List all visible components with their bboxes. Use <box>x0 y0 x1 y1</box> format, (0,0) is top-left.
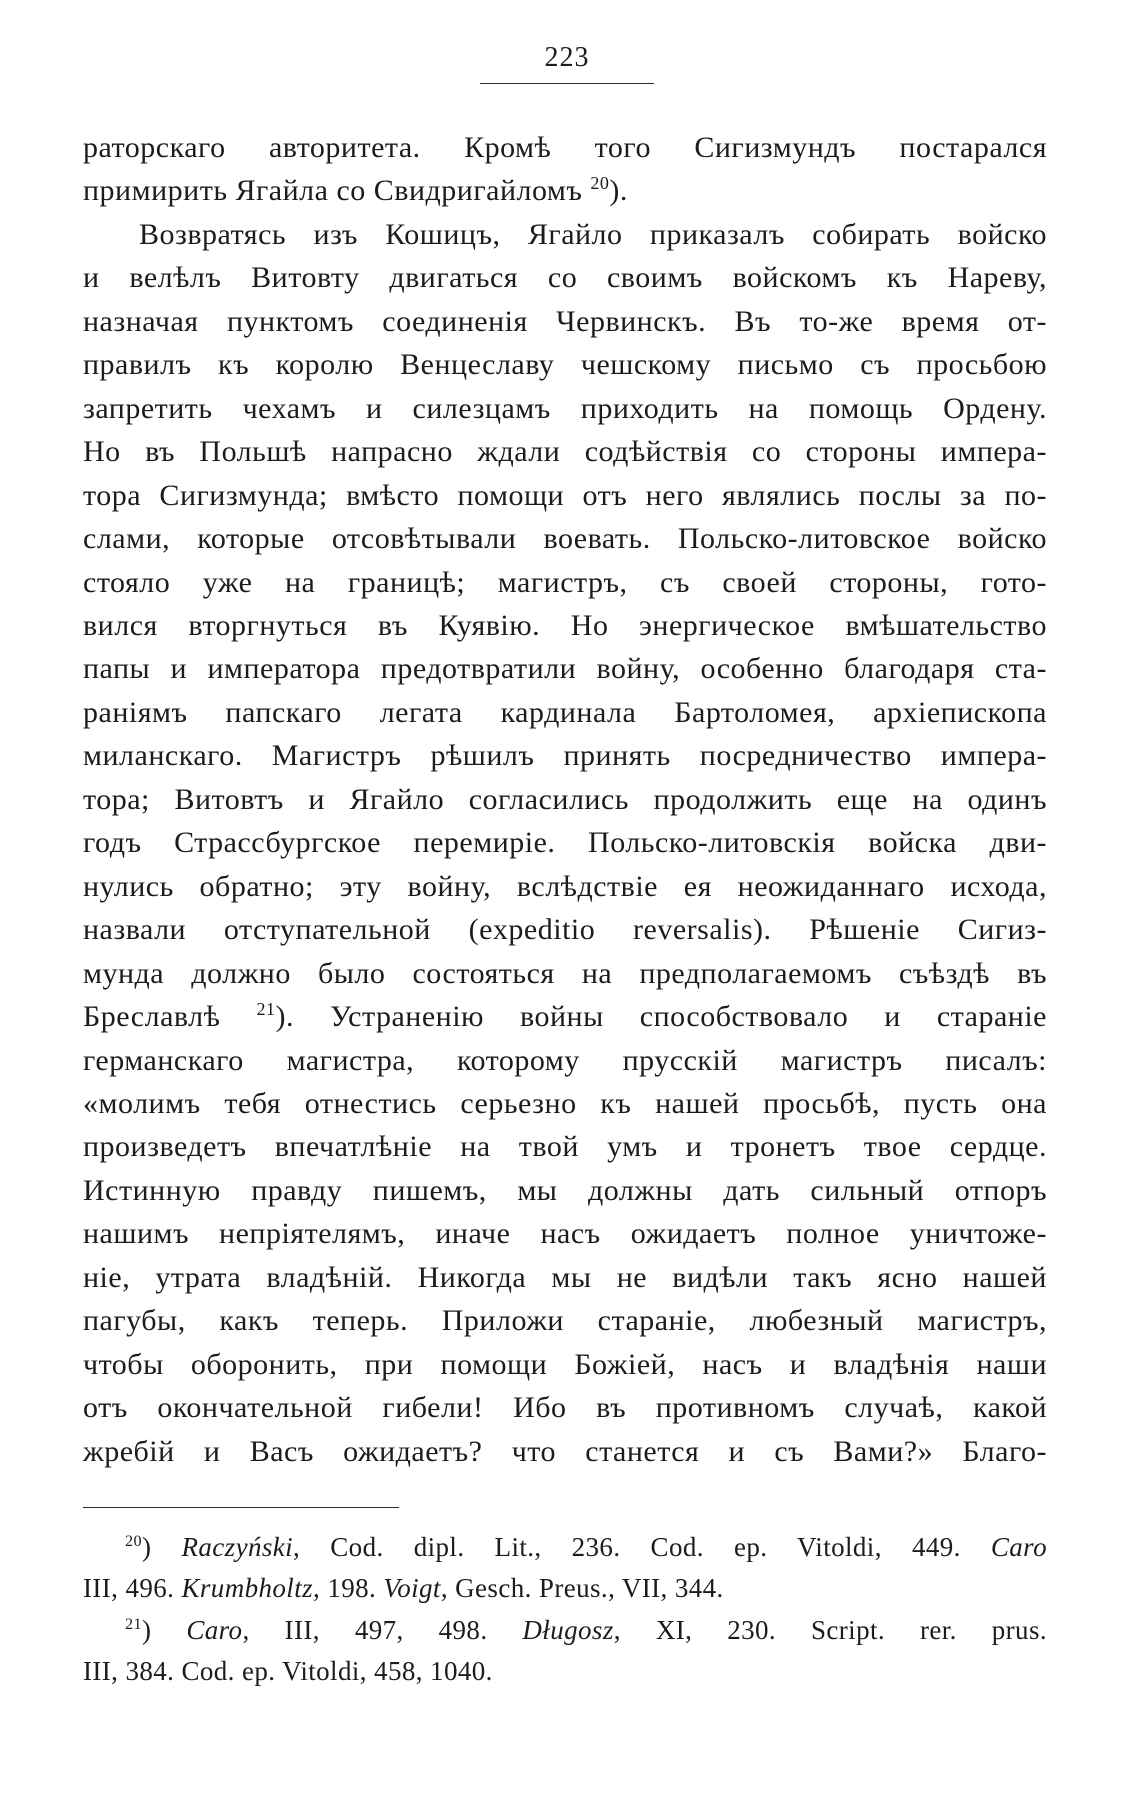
text-line: нашимъ непріятелямъ, иначе насъ ожидаетъ полное уничтоже- <box>83 1217 1047 1251</box>
text-line: «молимъ тебя отнестись серьезно къ нашей просьбѣ, пусть она <box>83 1086 1047 1120</box>
footnote-segment: III, 384. Cod. ep. Vitoldi, 458, 1040. <box>83 1655 493 1686</box>
footnote-segment: , III, 497, 498. <box>242 1614 523 1645</box>
footnote-rule <box>83 1507 399 1508</box>
text-line: раторскаго авторитета. Кромѣ того Сигизмундъ постарался <box>83 131 1047 164</box>
text-line: мунда должно было состояться на предполагаемомъ съѣздѣ въ <box>83 956 1047 990</box>
page-number: 223 <box>544 42 590 73</box>
text-segment: примирить Ягайла со Свидригайломъ <box>83 174 591 208</box>
text-line <box>83 169 1047 212</box>
text-line: произведетъ впечатлѣніе на твой умъ и тронетъ твое сердце. <box>83 1130 1047 1164</box>
footnote-author: Raczyński <box>181 1532 294 1562</box>
text-segment: ). <box>609 174 628 208</box>
text-line: папы и императора предотвратили войну, особенно благодаря ста- <box>83 652 1047 686</box>
footnote-author: Krumbholtz <box>181 1573 314 1604</box>
footnotes <box>83 1527 1047 1692</box>
text-line: германскаго магистра, которому прусскій магистръ писалъ: <box>83 1043 1047 1077</box>
text-line: и велѣлъ Витовту двигаться со своимъ войскомъ къ Нареву, <box>83 261 1047 295</box>
text-line: тора Сигизмунда; вмѣсто помощи отъ него являлись послы за по- <box>83 478 1047 512</box>
footnote-segment: , Cod. dipl. Lit., 236. Cod. ep. Vitoldi, 449. <box>293 1532 991 1562</box>
footnote-line <box>83 1610 1047 1651</box>
footnote-reference: 20 <box>590 173 610 194</box>
text-line: нулись обратно; эту войну, вслѣдствіе ея неожиданнаго исхода, <box>83 869 1047 903</box>
footnote-segment: , Gesch. Preus., VII, 344. <box>440 1573 724 1604</box>
footnote-line <box>83 1568 1047 1609</box>
text-line: Но въ Польшѣ напрасно ждали содѣйствія со стороны импера- <box>83 435 1047 469</box>
page-number-rule <box>480 83 654 84</box>
footnote-reference: 21 <box>256 999 276 1020</box>
text-line: стояло уже на границѣ; магистръ, съ своей стороны, гото- <box>83 565 1047 599</box>
text-line: отъ окончательной гибели! Ибо въ противномъ случаѣ, какой <box>83 1391 1047 1425</box>
footnote-line <box>83 1651 1047 1692</box>
footnote-line <box>83 1527 1047 1568</box>
text-line: раніямъ папскаго легата кардинала Бартоломея, архіепископа <box>83 695 1047 729</box>
text-line: вился вторгнуться въ Куявію. Но энергическое вмѣшательство <box>83 608 1047 642</box>
text-line: миланскаго. Магистръ рѣшилъ принять посредничество импера- <box>83 739 1047 773</box>
text-line: Возвратясь изъ Кошицъ, Ягайло приказалъ собирать войско <box>139 217 1047 251</box>
text-line: запретить чехамъ и силезцамъ приходить на помощь Ордену. <box>83 391 1047 425</box>
footnote-segment: , 198. <box>313 1573 384 1604</box>
text-line: назначая пунктомъ соединенія Червинскъ. Въ то-же время от- <box>83 304 1047 338</box>
text-segment: ). Устраненію войны способствовало и стараніе <box>275 1000 1047 1034</box>
footnote-segment: , XI, 230. Script. rer. prus. <box>613 1614 1047 1645</box>
footnote-segment: ) <box>142 1614 187 1645</box>
footnote-author: Caro <box>186 1614 243 1645</box>
text-line: Истинную правду пишемъ, мы должны дать сильный отпоръ <box>83 1173 1047 1207</box>
text-line: правилъ къ королю Венцеславу чешскому письмо съ просьбою <box>83 348 1047 382</box>
text-segment: Бреславлѣ <box>83 1000 257 1034</box>
text-line: жребій и Васъ ожидаетъ? что станется и съ Вами?» Благо- <box>83 1434 1047 1468</box>
footnote-number: 20 <box>125 1532 142 1550</box>
text-line: слами, которые отсовѣтывали воевать. Польско-литовское войско <box>83 522 1047 556</box>
text-line: назвали отступательной (expeditio reversalis). Рѣшеніе Сигиз- <box>83 913 1047 947</box>
text-line: чтобы оборонить, при помощи Божіей, насъ и владѣнія наши <box>83 1347 1047 1381</box>
footnote-author: Długosz <box>522 1614 614 1645</box>
footnote-author: Caro <box>990 1532 1047 1562</box>
footnote-author: Voigt <box>383 1573 441 1604</box>
main-text <box>83 126 1047 1473</box>
text-line <box>83 995 1047 1038</box>
text-line: пагубы, какъ теперь. Приложи стараніе, любезный магистръ, <box>83 1304 1047 1338</box>
footnote-segment: ) <box>142 1532 182 1562</box>
text-line: ніе, утрата владѣній. Никогда мы не видѣли такъ ясно нашей <box>83 1260 1047 1294</box>
text-line: тора; Витовтъ и Ягайло согласились продолжить еще на одинъ <box>83 782 1047 816</box>
footnote-segment: III, 496. <box>83 1573 182 1604</box>
footnote-number: 21 <box>125 1614 142 1633</box>
text-line: годъ Страссбургское перемиріе. Польско-литовскія войска дви- <box>83 826 1047 860</box>
